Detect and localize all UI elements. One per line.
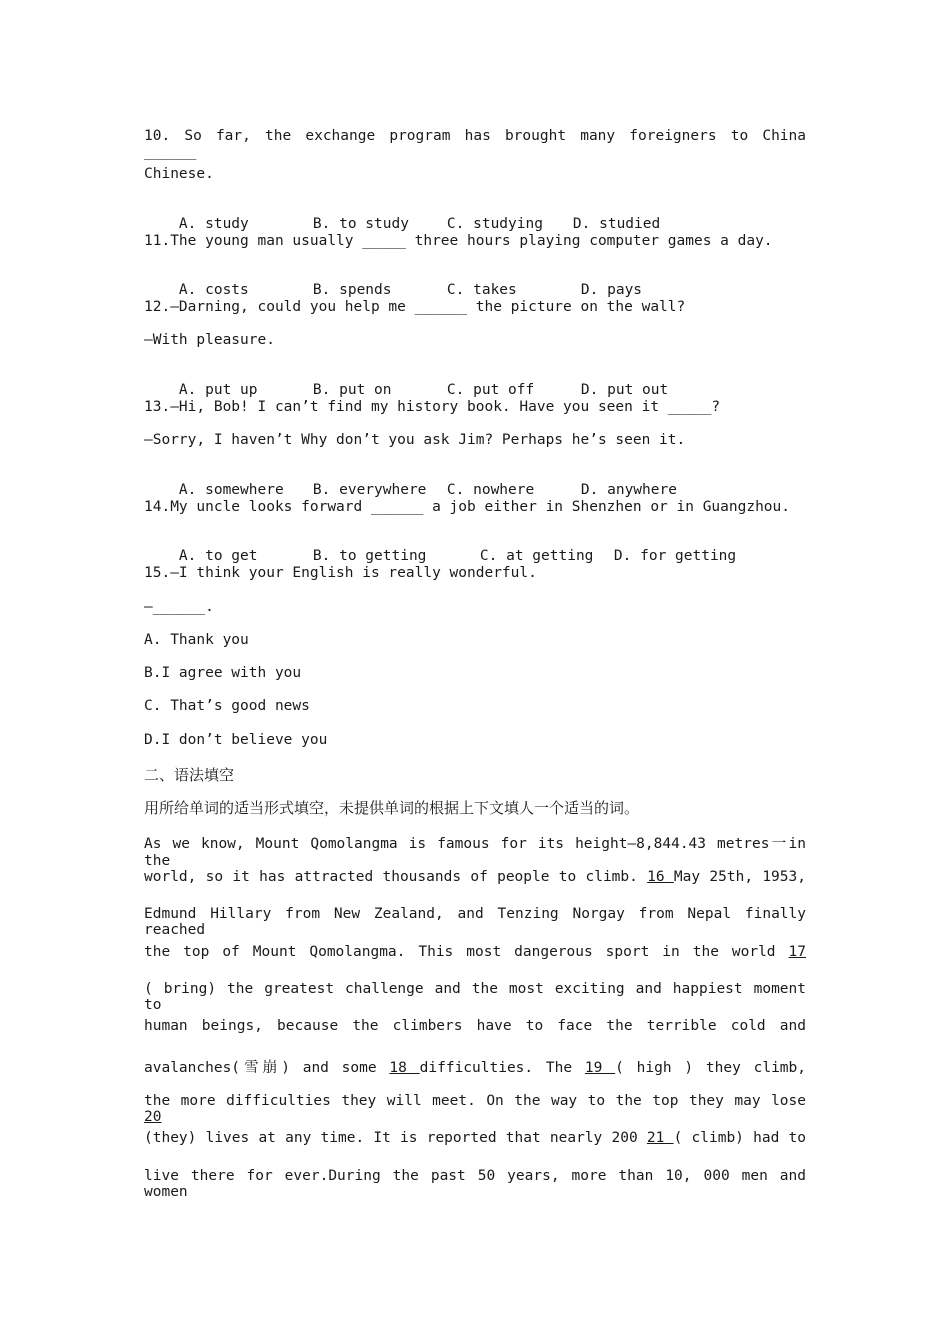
passage-text: the top of Mount Qomolangma. This most dangerous sport in the world [144,944,776,960]
blank-18: 18 [389,1060,420,1076]
q13-option-a: A. somewhere [178,482,284,498]
q10-option-d: D. studied [572,216,661,232]
section-instruction: 用所给单词的适当形式填空，未提供单词的根据上下文填人一个适当的词。 [144,799,640,817]
q13-option-c: C. nowhere [446,482,535,498]
passage-line-3: Edmund Hillary from New Zealand, and Tenzing Norgay from Nepal finally reached [144,906,806,938]
q15-option-a: A. Thank you [144,632,249,648]
q14-option-c: C. at getting [479,548,594,564]
q13-stem: 13.—Hi, Bob! I can’t find my history book. Have you seen it _____? [144,399,721,415]
passage-line-2 [144,869,806,885]
q13-reply: —Sorry, I haven’t Why don’t you ask Jim? Perhaps he’s seen it. [144,432,686,448]
blank-19: 19 [584,1060,616,1076]
passage-text: ( climb) had to [673,1130,806,1146]
q10-option-a: A. study [178,216,249,232]
q12-option-b: B. put on [312,382,392,398]
q12-option-d: D. put out [580,382,669,398]
passage-line-10: live there for ever.During the past 50 years, more than 10, 000 men and women [144,1168,806,1200]
passage-line-4 [144,944,806,960]
q10-stem-cont: Chinese. [144,166,214,182]
passage-line-5: ( bring) the greatest challenge and the most exciting and happiest moment to [144,981,806,1013]
blank-16: 16 [647,869,674,885]
q10-option-c: C. studying [446,216,543,232]
blank-20: 20 [144,1109,162,1125]
q15-option-b: B.I agree with you [144,665,302,681]
passage-line-8 [144,1093,806,1125]
passage-text: difficulties. The [419,1060,573,1076]
section-heading: 二、语法填空 [144,766,235,784]
passage-text: ( high ) they climb, [615,1060,806,1076]
q12-stem: 12.—Darning, could you help me ______ the picture on the wall? [144,299,686,315]
q14-stem: 14.My uncle looks forward ______ a job either in Shenzhen or in Guangzhou. [144,499,791,515]
q15-stem: 15.—I think your English is really wonderful. [144,565,537,581]
q10-stem: 10. So far, the exchange program has brought many foreigners to China ______ [144,128,806,160]
passage-line-1: As we know, Mount Qomolangma is famous for its height—8,844.43 metres一in the [144,836,806,869]
q11-option-c: C. takes [446,282,517,298]
q11-option-d: D. pays [580,282,643,298]
q12-option-c: C. put off [446,382,535,398]
blank-21: 21 [646,1130,674,1146]
passage-text: (they) lives at any time. It is reported that nearly 200 [144,1130,638,1146]
q11-option-a: A. costs [178,282,249,298]
passage-line-7 [144,1056,806,1077]
q14-option-a: A. to get [178,548,258,564]
passage-text: world, so it has attracted thousands of people to climb. [144,869,638,885]
q11-stem: 11.The young man usually _____ three hours playing computer games a day. [144,233,773,249]
q13-option-d: D. anywhere [580,482,677,498]
q12-reply: —With pleasure. [144,332,275,348]
passage-text: the more difficulties they will meet. On the way to the top they may lose [144,1093,806,1109]
q13-option-b: B. everywhere [312,482,427,498]
q14-option-d: D. for getting [613,548,737,564]
q10-option-b: B. to study [312,216,409,232]
passage-line-9 [144,1130,806,1146]
blank-17: 17 [788,944,806,960]
q12-option-a: A. put up [178,382,258,398]
q15-option-c: C. That’s good news [144,698,310,714]
passage-text: May 25th, 1953, [673,869,806,885]
passage-text: avalanches(雪崩) and some [144,1060,377,1076]
q15-option-d: D.I don’t believe you [144,732,328,748]
q15-reply: —______. [144,599,214,615]
q11-option-b: B. spends [312,282,392,298]
passage-line-6: human beings, because the climbers have to face the terrible cold and [144,1018,806,1034]
q14-option-b: B. to getting [312,548,427,564]
